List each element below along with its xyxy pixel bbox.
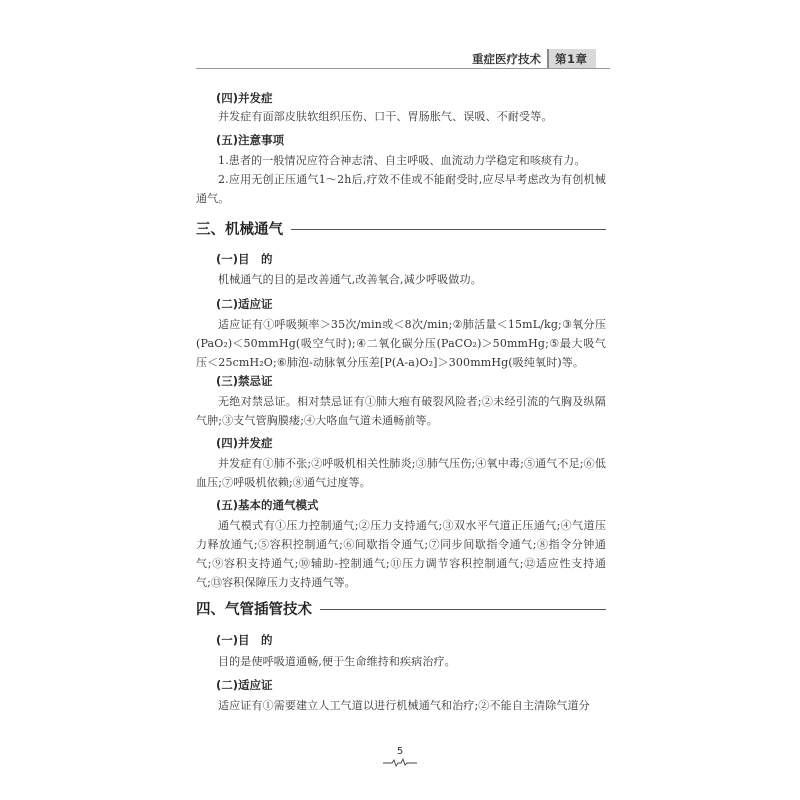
page-number: 5 <box>396 746 404 757</box>
running-header <box>472 50 596 68</box>
subheading: (三)禁忌证 <box>216 374 273 388</box>
paragraph: 目的是使呼吸道通畅,便于生命维持和疾病治疗。 <box>218 655 456 668</box>
paragraph: 机械通气的目的是改善通气,改善氧合,减少呼吸做功。 <box>218 273 482 286</box>
ecg-wave-icon <box>383 758 417 767</box>
section-heading <box>196 218 606 239</box>
subheading: (五)基本的通气模式 <box>216 498 319 512</box>
section-rule <box>320 609 606 610</box>
header-rule <box>196 68 610 69</box>
subheading: (二)适应证 <box>216 297 273 311</box>
subheading: (四)并发症 <box>216 436 273 450</box>
section-title: 四、气管插管技术 <box>196 602 312 618</box>
subheading: (一)目 的 <box>216 633 273 647</box>
page-footer <box>380 746 420 767</box>
subheading: (五)注意事项 <box>216 133 285 147</box>
section-heading <box>196 598 606 619</box>
paragraph: 并发症有①肺不张;②呼吸机相关性肺炎;③肺气压伤;④氧中毒;⑤通气不足;⑥低血压;⑦呼吸机依赖;⑧通气过度等。 <box>196 457 606 489</box>
chapter-label: 第1章 <box>547 49 596 69</box>
book-title: 重症医疗技术 <box>472 52 541 66</box>
subheading: (二)适应证 <box>216 678 273 692</box>
paragraph: 无绝对禁忌证。相对禁忌证有①肺大疱有破裂风险者;②未经引流的气胸及纵隔气肿;③支气管胸膜瘘;④大咯血气道未通畅前等。 <box>196 395 606 427</box>
section-rule <box>291 229 606 230</box>
paragraph: 适应证有①呼吸频率＞35次/min或＜8次/min;②肺活量＜15mL/kg;③氧分压(PaO₂)＜50mmHg(吸空气时);④二氧化碳分压(PaCO₂)＞50mmHg;⑤最大吸气压＜25cmH₂O;⑥肺泡-动脉氧分压差[P(A-a)O₂]＞300mmHg(吸纯氧时)等。 <box>196 318 606 369</box>
paragraph: 适应证有①需要建立人工气道以进行机械通气和治疗;②不能自主清除气道分 <box>218 699 590 712</box>
paragraph: 2.应用无创正压通气1～2h后,疗效不佳或不能耐受时,应尽早考虑改为有创机械通气。 <box>196 173 606 205</box>
subheading: (四)并发症 <box>216 91 273 105</box>
subheading: (一)目 的 <box>216 252 273 266</box>
section-title: 三、机械通气 <box>196 222 283 238</box>
paragraph: 1.患者的一般情况应符合神志清、自主呼吸、血流动力学稳定和咳痰有力。 <box>218 154 586 167</box>
paragraph: 并发症有面部皮肤软组织压伤、口干、胃肠胀气、误吸、不耐受等。 <box>218 110 553 123</box>
paragraph: 通气模式有①压力控制通气;②压力支持通气;③双水平气道正压通气;④气道压力释放通气;⑤容积控制通气;⑥间歇指令通气;⑦同步间歇指令通气;⑧指令分钟通气;⑨容积支持通气;⑩辅助-控制通气;⑪压力调节容积控制通气;⑫适应性支持通气;⑬容积保障压力支持通气等。 <box>196 519 606 589</box>
